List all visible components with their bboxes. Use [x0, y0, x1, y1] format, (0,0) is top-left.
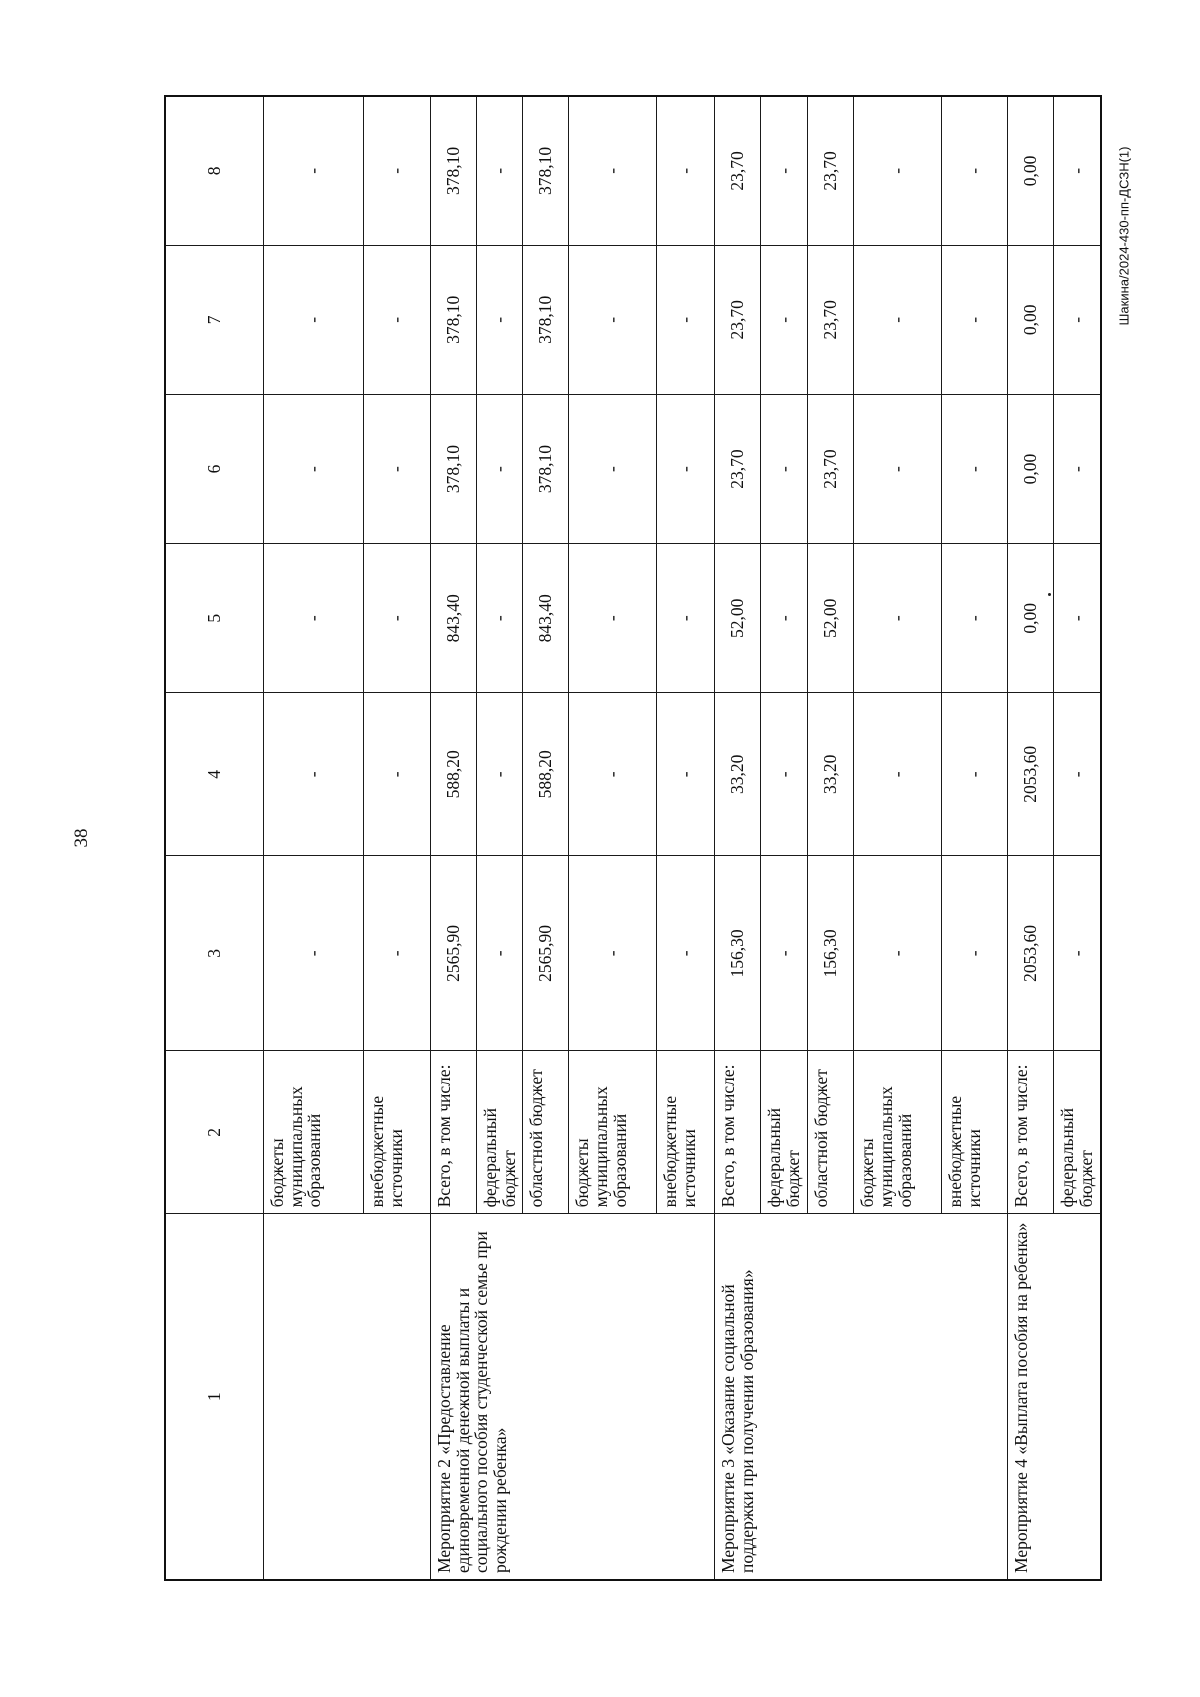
value-cell: - — [942, 245, 1008, 394]
funding-source-cell: федеральный бюджет — [1054, 1051, 1101, 1214]
funding-source-cell: бюджеты муниципальных образований — [263, 1051, 363, 1214]
value-cell: - — [1054, 544, 1101, 693]
value-cell: - — [657, 394, 715, 543]
funding-source-cell: Всего, в том числе: — [1008, 1051, 1054, 1214]
value-cell: 378,10 — [430, 245, 476, 394]
activity-name-cell: Мероприятие 3 «Оказание социальной поддержки при получении образования» — [715, 1214, 1008, 1580]
activity-name-cell: Мероприятие 4 «Выплата пособия на ребенка» — [1008, 1214, 1101, 1580]
value-cell: 378,10 — [430, 96, 476, 245]
value-cell: 2053,60 — [1008, 693, 1054, 856]
value-cell: - — [854, 245, 942, 394]
value-cell: - — [854, 544, 942, 693]
funding-source-cell: внебюджетные источники — [942, 1051, 1008, 1214]
funding-source-cell: областной бюджет — [808, 1051, 854, 1214]
value-cell: - — [476, 394, 523, 543]
funding-source-cell: внебюджетные источники — [363, 1051, 430, 1214]
budget-table — [164, 95, 1102, 1581]
funding-source-cell: федеральный бюджет — [761, 1051, 808, 1214]
value-cell: - — [263, 96, 363, 245]
value-cell: - — [569, 394, 657, 543]
value-cell: 52,00 — [808, 544, 854, 693]
value-cell: - — [476, 693, 523, 856]
value-cell: - — [657, 245, 715, 394]
funding-source-cell: бюджеты муниципальных образований — [569, 1051, 657, 1214]
value-cell: - — [942, 96, 1008, 245]
value-cell: - — [657, 96, 715, 245]
value-cell: - — [263, 544, 363, 693]
funding-source-cell: областной бюджет — [523, 1051, 569, 1214]
column-number: 8 — [165, 96, 263, 245]
value-cell: 52,00 — [715, 544, 761, 693]
funding-source-cell: федеральный бюджет — [476, 1051, 523, 1214]
column-number: 2 — [165, 1051, 263, 1214]
table-row — [715, 96, 761, 1580]
value-cell: - — [363, 96, 430, 245]
value-cell: - — [263, 856, 363, 1051]
value-cell: 588,20 — [430, 693, 476, 856]
value-cell: - — [476, 856, 523, 1051]
value-cell: 0,00 — [1008, 96, 1054, 245]
value-cell: 2053,60 — [1008, 856, 1054, 1051]
value-cell: - — [761, 245, 808, 394]
value-cell: - — [476, 96, 523, 245]
value-cell: 23,70 — [715, 96, 761, 245]
value-cell: 0,00 — [1008, 544, 1054, 693]
value-cell: - — [854, 856, 942, 1051]
value-cell: 843,40 — [430, 544, 476, 693]
value-cell: - — [363, 693, 430, 856]
value-cell: - — [569, 245, 657, 394]
table-frame — [164, 95, 1102, 1581]
value-cell: 23,70 — [808, 394, 854, 543]
value-cell: - — [854, 394, 942, 543]
value-cell: 588,20 — [523, 693, 569, 856]
funding-source-cell: внебюджетные источники — [657, 1051, 715, 1214]
table-row — [263, 96, 363, 1580]
value-cell: - — [761, 394, 808, 543]
column-number: 6 — [165, 394, 263, 543]
funding-source-cell: Всего, в том числе: — [715, 1051, 761, 1214]
value-cell: - — [263, 245, 363, 394]
value-cell: - — [657, 544, 715, 693]
value-cell: 378,10 — [523, 245, 569, 394]
value-cell: - — [1054, 245, 1101, 394]
value-cell: - — [569, 693, 657, 856]
value-cell: 156,30 — [715, 856, 761, 1051]
value-cell: - — [363, 544, 430, 693]
value-cell: - — [761, 693, 808, 856]
value-cell: - — [263, 394, 363, 543]
value-cell: - — [1054, 394, 1101, 543]
table-row — [430, 96, 476, 1580]
value-cell: - — [761, 96, 808, 245]
value-cell: - — [569, 544, 657, 693]
value-cell: - — [942, 856, 1008, 1051]
activity-name-cell: Мероприятие 2 «Предоставление единовременной денежной выплаты и социального пособия студенческой семье при рождении ребенка» — [430, 1214, 715, 1580]
value-cell: 2565,90 — [523, 856, 569, 1051]
value-cell: - — [657, 856, 715, 1051]
value-cell: 23,70 — [808, 96, 854, 245]
value-cell: - — [1054, 856, 1101, 1051]
value-cell: - — [263, 693, 363, 856]
value-cell: - — [1054, 693, 1101, 856]
value-cell: - — [942, 544, 1008, 693]
value-cell: - — [363, 245, 430, 394]
value-cell: 23,70 — [715, 245, 761, 394]
value-cell: - — [1054, 96, 1101, 245]
value-cell: 378,10 — [523, 96, 569, 245]
value-cell: - — [854, 693, 942, 856]
funding-source-cell: Всего, в том числе: — [430, 1051, 476, 1214]
column-number: 4 — [165, 693, 263, 856]
value-cell: - — [476, 544, 523, 693]
funding-source-cell: бюджеты муниципальных образований — [854, 1051, 942, 1214]
value-cell: 33,20 — [715, 693, 761, 856]
value-cell: 0,00 — [1008, 394, 1054, 543]
column-number-row — [165, 96, 263, 1580]
value-cell: - — [854, 96, 942, 245]
column-number: 3 — [165, 856, 263, 1051]
page-number: 38 — [71, 828, 92, 848]
value-cell: - — [363, 856, 430, 1051]
value-cell: - — [761, 544, 808, 693]
value-cell: 23,70 — [808, 245, 854, 394]
document-code: Шакина/2024-430-пп-ДСЗН(1) — [1116, 146, 1132, 326]
value-cell: - — [761, 856, 808, 1051]
value-cell: 378,10 — [523, 394, 569, 543]
value-cell: - — [942, 394, 1008, 543]
table-row — [1008, 96, 1054, 1580]
value-cell: 156,30 — [808, 856, 854, 1051]
value-cell: 23,70 — [715, 394, 761, 543]
value-cell: 378,10 — [430, 394, 476, 543]
value-cell: - — [363, 394, 430, 543]
activity-cell-continued — [263, 1214, 430, 1580]
value-cell: 0,00 — [1008, 245, 1054, 394]
table-body — [165, 96, 1101, 1580]
value-cell: 843,40 — [523, 544, 569, 693]
value-cell: 2565,90 — [430, 856, 476, 1051]
value-cell: - — [942, 693, 1008, 856]
column-number: 5 — [165, 544, 263, 693]
value-cell: - — [657, 693, 715, 856]
value-cell: - — [569, 96, 657, 245]
value-cell: - — [569, 856, 657, 1051]
column-number: 7 — [165, 245, 263, 394]
value-cell: - — [476, 245, 523, 394]
column-number: 1 — [165, 1214, 263, 1580]
value-cell: 33,20 — [808, 693, 854, 856]
